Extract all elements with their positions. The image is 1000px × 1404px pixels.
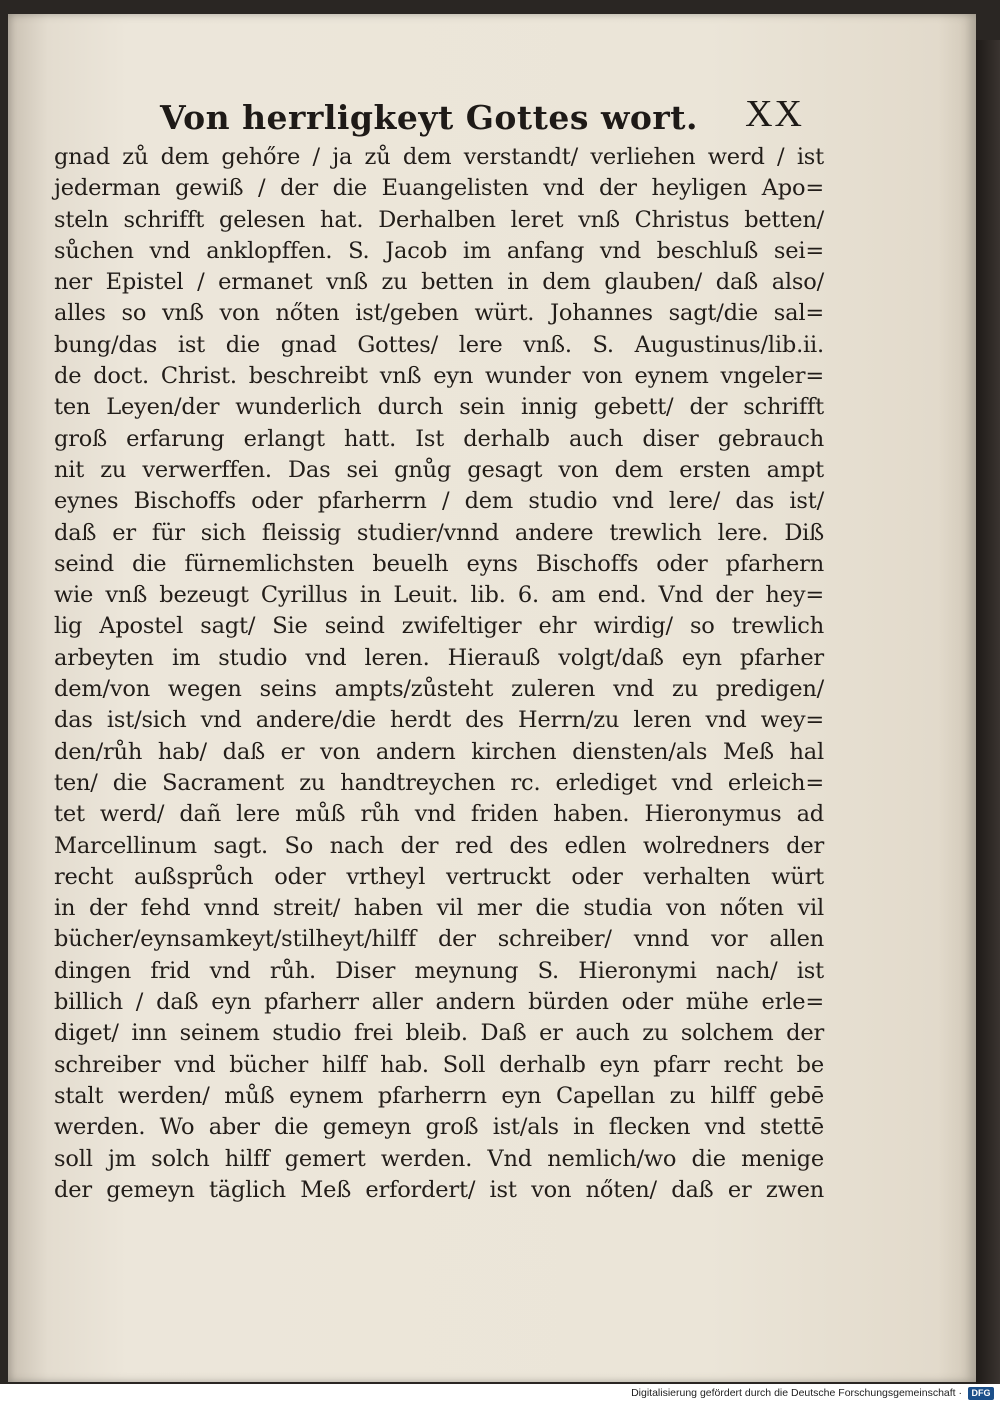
text-line: lig Apostel sagt/ Sie seind zwifeltiger ehr wirdig/ so trewlich [54, 613, 824, 640]
text-line: recht außsprůch oder vrtheyl vertruckt oder verhalten würt [54, 863, 824, 890]
text-line: billich / daß eyn pfarherr aller andern bürden oder mühe erle= [54, 989, 824, 1016]
text-line: de doct. Christ. beschreibt vnß eyn wunder von eynem vngeler= [54, 363, 824, 390]
text-line: groß erfarung erlangt hatt. Ist derhalb auch diser gebrauch [54, 425, 824, 452]
text-line: alles so vnß von nőten ist/geben würt. Johannes sagt/die sal= [54, 300, 824, 327]
text-line: dingen frid vnd růh. Diser meynung S. Hieronymi nach/ ist [54, 957, 824, 984]
text-line: eynes Bischoffs oder pfarherrn / dem studio vnd lere/ das ist/ [54, 488, 824, 515]
text-line: steln schrifft gelesen hat. Derhalben leret vnß Christus betten/ [54, 206, 824, 233]
book-edge [976, 40, 1000, 1384]
text-line: gnad zů dem gehőre / ja zů dem verstandt/ verliehen werd / ist [54, 144, 824, 170]
text-line: jederman gewiß / der die Euangelisten vnd der heyligen Apo= [54, 175, 824, 202]
text-line: seind die fürnemlichsten beuelh eyns Bischoffs oder pfarhern [54, 550, 824, 577]
text-line: wie vnß bezeugt Cyrillus in Leuit. lib. 6. am end. Vnd der hey= [54, 582, 824, 609]
text-line: diget/ inn seinem studio frei bleib. Daß er auch zu solchem der [54, 1020, 824, 1047]
text-line: das ist/sich vnd andere/die herdt des Herrn/zu leren vnd wey= [54, 707, 824, 734]
text-line: in der fehd vnnd streit/ haben vil mer die studia von nőten vil [54, 895, 824, 922]
text-line: soll jm solch hilff gemert werden. Vnd nemlich/wo die menige [54, 1145, 824, 1172]
funding-note: Digitalisierung gefördert durch die Deutsche Forschungsgemeinschaft · [631, 1387, 962, 1399]
text-line: werden. Wo aber die gemeyn groß ist/als in flecken vnd stettē [54, 1114, 824, 1141]
text-line: den/růh hab/ daß er von andern kirchen diensten/als Meß hal [54, 738, 824, 765]
body-text [54, 142, 824, 1206]
text-line: ten Leyen/der wunderlich durch sein innig gebett/ der schrifft [54, 394, 824, 421]
text-line: dem/von wegen seins ampts/zůsteht zuleren vnd zu predigen/ [54, 676, 824, 703]
text-line: Marcellinum sagt. So nach der red des edlen wolredners der [54, 832, 824, 859]
footer-bar [0, 1384, 1000, 1404]
folio-number: XX [745, 93, 804, 135]
running-title: Von herrligkeyt Gottes wort. [160, 98, 699, 137]
text-line: stalt werden/ můß eynem pfarherrn eyn Capellan zu hilff gebē [54, 1082, 824, 1109]
text-line: schreiber vnd bücher hilff hab. Soll derhalb eyn pfarr recht be [54, 1051, 824, 1078]
text-line: nit zu verwerffen. Das sei gnůg gesagt von dem ersten ampt [54, 456, 824, 483]
text-line: bung/das ist die gnad Gottes/ lere vnß. S. Augustinus/lib.ii. [54, 331, 824, 358]
dfg-logo-icon: DFG [968, 1387, 994, 1400]
text-line: ten/ die Sacrament zu handtreychen rc. erlediget vnd erleich= [54, 769, 824, 796]
text-line: arbeyten im studio vnd leren. Hierauß volgt/daß eyn pfarher [54, 644, 824, 671]
text-line: bücher/eynsamkeyt/stilheyt/hilff der schreiber/ vnnd vor allen [54, 926, 824, 953]
text-line: daß er für sich fleissig studier/vnnd andere trewlich lere. Diß [54, 519, 824, 546]
text-line: der gemeyn täglich Meß erfordert/ ist von nőten/ daß er zwen [54, 1176, 824, 1203]
text-line: tet werd/ dañ lere můß růh vnd friden haben. Hieronymus ad [54, 801, 824, 828]
text-line: sůchen vnd anklopffen. S. Jacob im anfang vnd beschluß sei= [54, 237, 824, 264]
page-header [160, 92, 810, 144]
text-line: ner Epistel / ermanet vnß zu betten in dem glauben/ daß also/ [54, 269, 824, 296]
